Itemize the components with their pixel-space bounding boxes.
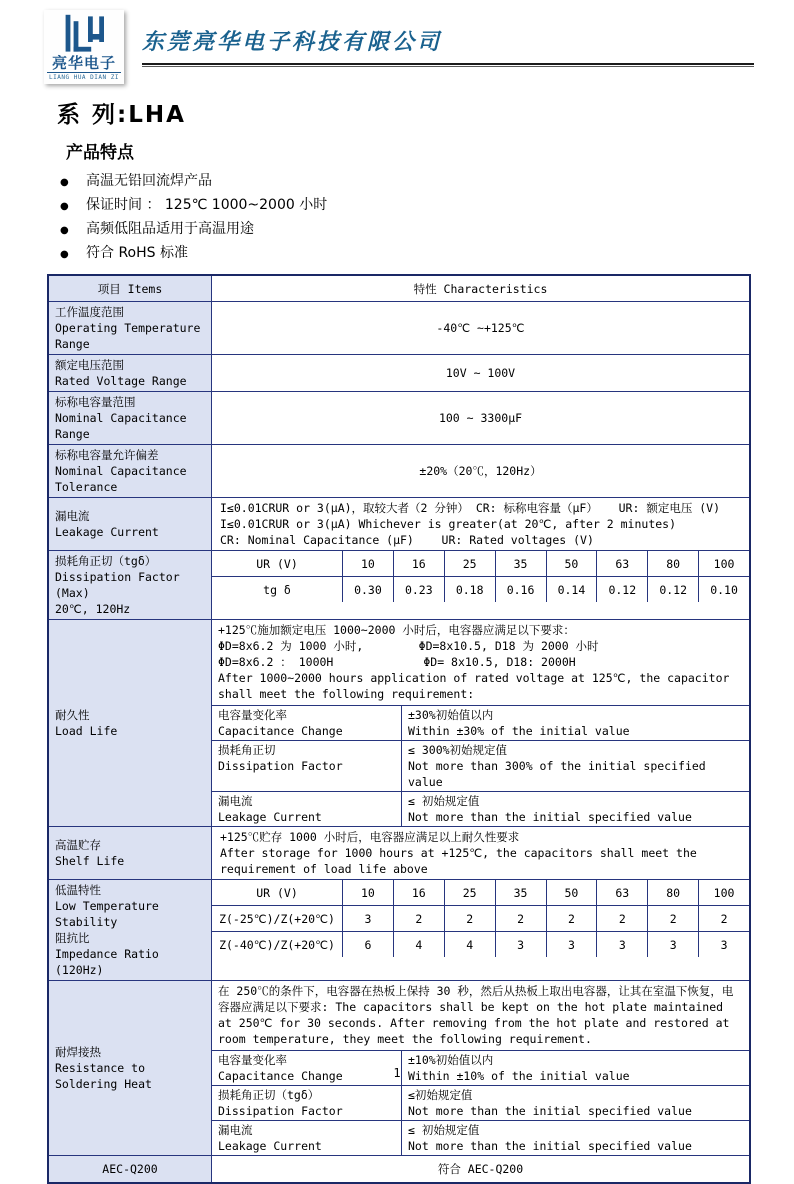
feature-text: 保证时间 ： 125℃ 1000~2000 小时 (86, 197, 328, 213)
bullet-icon: ● (60, 177, 69, 188)
impedance-voltage: 80 (647, 880, 698, 905)
row-nominal-capacitance-range (49, 391, 749, 444)
criteria-label-cn: 电容量变化率 (218, 1053, 287, 1067)
item-label-en2: Impedance Ratio (120Hz) (55, 947, 159, 977)
table-header-row (49, 276, 749, 301)
bullet-icon: ● (60, 225, 69, 236)
item-label-cn: 损耗角正切（tgδ） (55, 554, 157, 568)
item-label (49, 498, 212, 550)
item-label-en: Leakage Current (55, 525, 159, 539)
df-voltage: 100 (698, 551, 749, 576)
logo-text-pinyin: LIANG HUA DIAN ZI (47, 72, 121, 82)
item-label (49, 880, 212, 980)
df-voltage-label: UR (V) (256, 556, 298, 571)
item-value (212, 498, 749, 550)
criteria-label-cn: 电容量变化率 (218, 708, 287, 722)
criteria-row (212, 740, 749, 791)
feature-text: 高温无铅回流焊产品 (86, 173, 212, 189)
item-label-en2: 20℃, 120Hz (55, 602, 131, 616)
df-tg-value: 0.12 (647, 577, 698, 602)
impedance-voltage: 35 (495, 880, 546, 905)
criteria-label-en: Capacitance Change (218, 724, 343, 738)
impedance-voltage: 16 (393, 880, 444, 905)
item-label-cn: 额定电压范围 (55, 358, 124, 372)
load-life-intro-line: ΦD=8x6.2 ： 1000H ΦD= 8x10.5, D18: 2000H (218, 655, 576, 669)
criteria-label (212, 741, 402, 791)
impedance-value: 3 (596, 932, 647, 957)
criteria-value-en: Not more than 300% of the initial specified value (408, 759, 706, 789)
impedance-value: 2 (393, 906, 444, 931)
impedance-value: 3 (647, 932, 698, 957)
leakage-line: I≤0.01CRUR or 3(μA)，取较大者（2 分钟） CR: 标称电容量（μF） UR: 额定电压 (V) (220, 501, 721, 515)
feature-text: 符合 RoHS 标准 (86, 245, 188, 261)
criteria-row (212, 1085, 749, 1120)
bullet-icon: ● (60, 201, 69, 212)
df-tg-row (212, 576, 749, 602)
load-life-intro (212, 620, 749, 705)
criteria-value (402, 706, 749, 740)
impedance-value: 2 (444, 906, 495, 931)
header-rule (142, 63, 754, 67)
criteria-value-en: Not more than the initial specified value (408, 1104, 692, 1118)
criteria-row (212, 791, 749, 826)
item-label-en: Nominal Capacitance Tolerance (55, 464, 187, 494)
df-tg-value: 0.14 (546, 577, 597, 602)
load-life-intro-line: ΦD=8x6.2 为 1000 小时, ΦD=8x10.5, D18 为 2000 小时 (218, 639, 599, 653)
df-tg-value: 0.30 (342, 577, 393, 602)
criteria-label-en: Dissipation Factor (218, 759, 343, 773)
item-label-en: Nominal Capacitance Range (55, 411, 187, 441)
item-label-cn: 高温贮存 (55, 838, 101, 852)
aec-label: AEC-Q200 (49, 1156, 212, 1182)
logo-text-cn: 亮华电子 (51, 54, 116, 72)
criteria-value-cn: ≤ 初始规定值 (408, 794, 480, 808)
item-label-en: Resistance to Soldering Heat (55, 1061, 152, 1091)
item-value: -40℃ ~+125℃ (436, 321, 525, 335)
impedance-ratio-table (212, 880, 749, 980)
item-label-cn2: 阻抗比 (55, 931, 90, 945)
criteria-label-cn: 漏电流 (218, 1123, 253, 1137)
impedance-voltage: 50 (546, 880, 597, 905)
row-load-life (49, 619, 749, 826)
criteria-label (212, 1086, 402, 1120)
criteria-value-cn: ≤ 初始规定值 (408, 1123, 480, 1137)
impedance-value: 2 (495, 906, 546, 931)
criteria-label (212, 1121, 402, 1155)
impedance-voltage: 100 (698, 880, 749, 905)
impedance-value: 2 (647, 906, 698, 931)
criteria-label-cn: 损耗角正切（tgδ） (218, 1088, 320, 1102)
row-low-temperature-stability (49, 879, 749, 980)
impedance-value: 2 (596, 906, 647, 931)
df-tg-value: 0.18 (444, 577, 495, 602)
item-value: 100 ~ 3300μF (438, 411, 523, 425)
criteria-label-en: Leakage Current (218, 1139, 322, 1153)
series-title: 系 列:LHA (57, 102, 186, 128)
criteria-row (212, 1120, 749, 1155)
criteria-label-en: Capacitance Change (218, 1069, 343, 1083)
df-tg-value: 0.16 (495, 577, 546, 602)
df-voltage: 35 (495, 551, 546, 576)
criteria-label (212, 792, 402, 826)
impedance-row-minus40 (212, 931, 749, 957)
impedance-voltage-label: UR (V) (256, 885, 298, 900)
df-voltage-header-row (212, 551, 749, 576)
df-tg-label: tg δ (263, 582, 291, 597)
df-tg-value: 0.10 (698, 577, 749, 602)
df-voltage: 10 (342, 551, 393, 576)
impedance-voltage: 25 (444, 880, 495, 905)
page-header (0, 0, 794, 84)
impedance-row-label: Z(-25℃)/Z(+20℃) (219, 911, 335, 926)
aec-value: 符合 AEC-Q200 (437, 1162, 524, 1176)
impedance-value: 3 (698, 932, 749, 957)
load-life-content (212, 620, 749, 826)
impedance-row-label: Z(-40℃)/Z(+20℃) (219, 937, 335, 952)
impedance-value: 3 (495, 932, 546, 957)
item-label-cn: 标称电容量允许偏差 (55, 448, 159, 462)
company-name: 东莞亮华电子科技有限公司 (142, 29, 443, 55)
lh-monogram-icon (60, 14, 108, 54)
item-label-cn: 耐久性 (55, 708, 90, 722)
impedance-value: 3 (546, 932, 597, 957)
page-number: 1 (393, 1066, 401, 1080)
load-life-intro-line: After 1000~2000 hours application of rated voltage at 125℃, the capacitor shall meet the following requirement: (218, 671, 737, 701)
item-label (49, 620, 212, 826)
criteria-value (402, 1086, 749, 1120)
criteria-label-en: Leakage Current (218, 810, 322, 824)
item-label-cn: 低温特性 (55, 883, 101, 897)
spec-table (47, 274, 751, 1184)
item-label-cn: 工作温度范围 (55, 305, 124, 319)
bullet-icon: ● (60, 249, 69, 260)
col-header-characteristics: 特性 Characteristics (413, 281, 548, 296)
feature-item (60, 218, 794, 242)
criteria-value-en: Not more than the initial specified value (408, 1139, 692, 1153)
item-value (212, 827, 749, 879)
features-list (60, 170, 794, 266)
df-voltage: 16 (393, 551, 444, 576)
row-operating-temperature-range (49, 301, 749, 354)
item-value: ±20%（20℃，120Hz） (419, 464, 542, 478)
impedance-voltage: 63 (596, 880, 647, 905)
criteria-label-cn: 损耗角正切 (218, 743, 276, 757)
impedance-voltage-header-row (212, 880, 749, 905)
impedance-value: 6 (342, 932, 393, 957)
item-label-cn: 标称电容量范围 (55, 395, 136, 409)
shelf-life-line: After storage for 1000 hours at +125℃, the capacitors shall meet the requirement of load life above (220, 846, 704, 876)
row-leakage-current (49, 497, 749, 550)
item-label-en: Rated Voltage Range (55, 374, 187, 388)
features-title: 产品特点 (66, 143, 134, 163)
impedance-voltage: 10 (342, 880, 393, 905)
item-label (49, 827, 212, 879)
df-voltage: 63 (596, 551, 647, 576)
row-aec-q200 (49, 1155, 749, 1182)
header-right (124, 10, 754, 67)
criteria-label-cn: 漏电流 (218, 794, 253, 808)
feature-item (60, 242, 794, 266)
item-value: 10V ~ 100V (445, 366, 516, 380)
feature-item (60, 194, 794, 218)
item-label-en: Shelf Life (55, 854, 125, 868)
criteria-value (402, 792, 749, 826)
item-label (49, 302, 212, 354)
row-shelf-life (49, 826, 749, 879)
item-label-cn: 耐焊接热 (55, 1045, 101, 1059)
feature-text: 高频低阻品适用于高温用途 (86, 221, 254, 237)
soldering-intro: 在 250℃的条件下，电容器在热板上保持 30 秒，然后从热板上取出电容器，让其在室温下恢复，电容器应满足以下要求: The capacitors shall be kept on the hot plate maintained at 250℃ for 30 seconds. After removing from the hot plate and restored at room temperature, they meet the following requirement. (218, 984, 737, 1046)
item-label-en: Operating Temperature Range (55, 321, 201, 351)
df-table (212, 551, 749, 619)
df-voltage: 50 (546, 551, 597, 576)
row-dissipation-factor (49, 550, 749, 619)
df-tg-value: 0.23 (393, 577, 444, 602)
item-label-en: Load Life (55, 724, 118, 738)
criteria-value-en: Within ±10% of the initial value (408, 1069, 630, 1083)
criteria-value-cn: ≤ 300%初始规定值 (408, 743, 508, 757)
item-label (49, 445, 212, 497)
criteria-value-cn: ±30%初始值以内 (408, 708, 494, 722)
row-rated-voltage-range (49, 354, 749, 391)
df-voltage: 80 (647, 551, 698, 576)
criteria-value (402, 741, 749, 791)
impedance-value: 3 (342, 906, 393, 931)
item-label (49, 355, 212, 391)
shelf-life-line: +125℃贮存 1000 小时后，电容器应满足以上耐久性要求 (220, 830, 520, 844)
item-label (49, 392, 212, 444)
row-capacitance-tolerance (49, 444, 749, 497)
df-tg-value: 0.12 (596, 577, 647, 602)
impedance-value: 4 (393, 932, 444, 957)
criteria-value-cn: ±10%初始值以内 (408, 1053, 494, 1067)
feature-item (60, 170, 794, 194)
criteria-row (212, 705, 749, 740)
item-label-cn: 漏电流 (55, 509, 90, 523)
impedance-value: 2 (698, 906, 749, 931)
criteria-label-en: Dissipation Factor (218, 1104, 343, 1118)
leakage-line: CR: Nominal Capacitance (μF) UR: Rated voltages (V) (220, 533, 594, 547)
item-label-en: Dissipation Factor (Max) (55, 570, 180, 600)
impedance-value: 2 (546, 906, 597, 931)
leakage-line: I≤0.01CRUR or 3(μA) Whichever is greater(at 20℃, after 2 minutes) (220, 517, 677, 531)
criteria-value (402, 1121, 749, 1155)
item-label (49, 551, 212, 619)
criteria-label (212, 706, 402, 740)
item-label-en: Low Temperature Stability (55, 899, 159, 929)
criteria-value-en: Not more than the initial specified value (408, 810, 692, 824)
criteria-value-en: Within ±30% of the initial value (408, 724, 630, 738)
load-life-intro-line: +125℃施加额定电压 1000~2000 小时后，电容器应满足以下要求： (218, 623, 575, 637)
impedance-row-minus25 (212, 905, 749, 931)
criteria-value-cn: ≤初始规定值 (408, 1088, 473, 1102)
impedance-value: 4 (444, 932, 495, 957)
col-header-items: 项目 Items (49, 276, 212, 301)
df-voltage: 25 (444, 551, 495, 576)
company-logo (44, 10, 124, 84)
